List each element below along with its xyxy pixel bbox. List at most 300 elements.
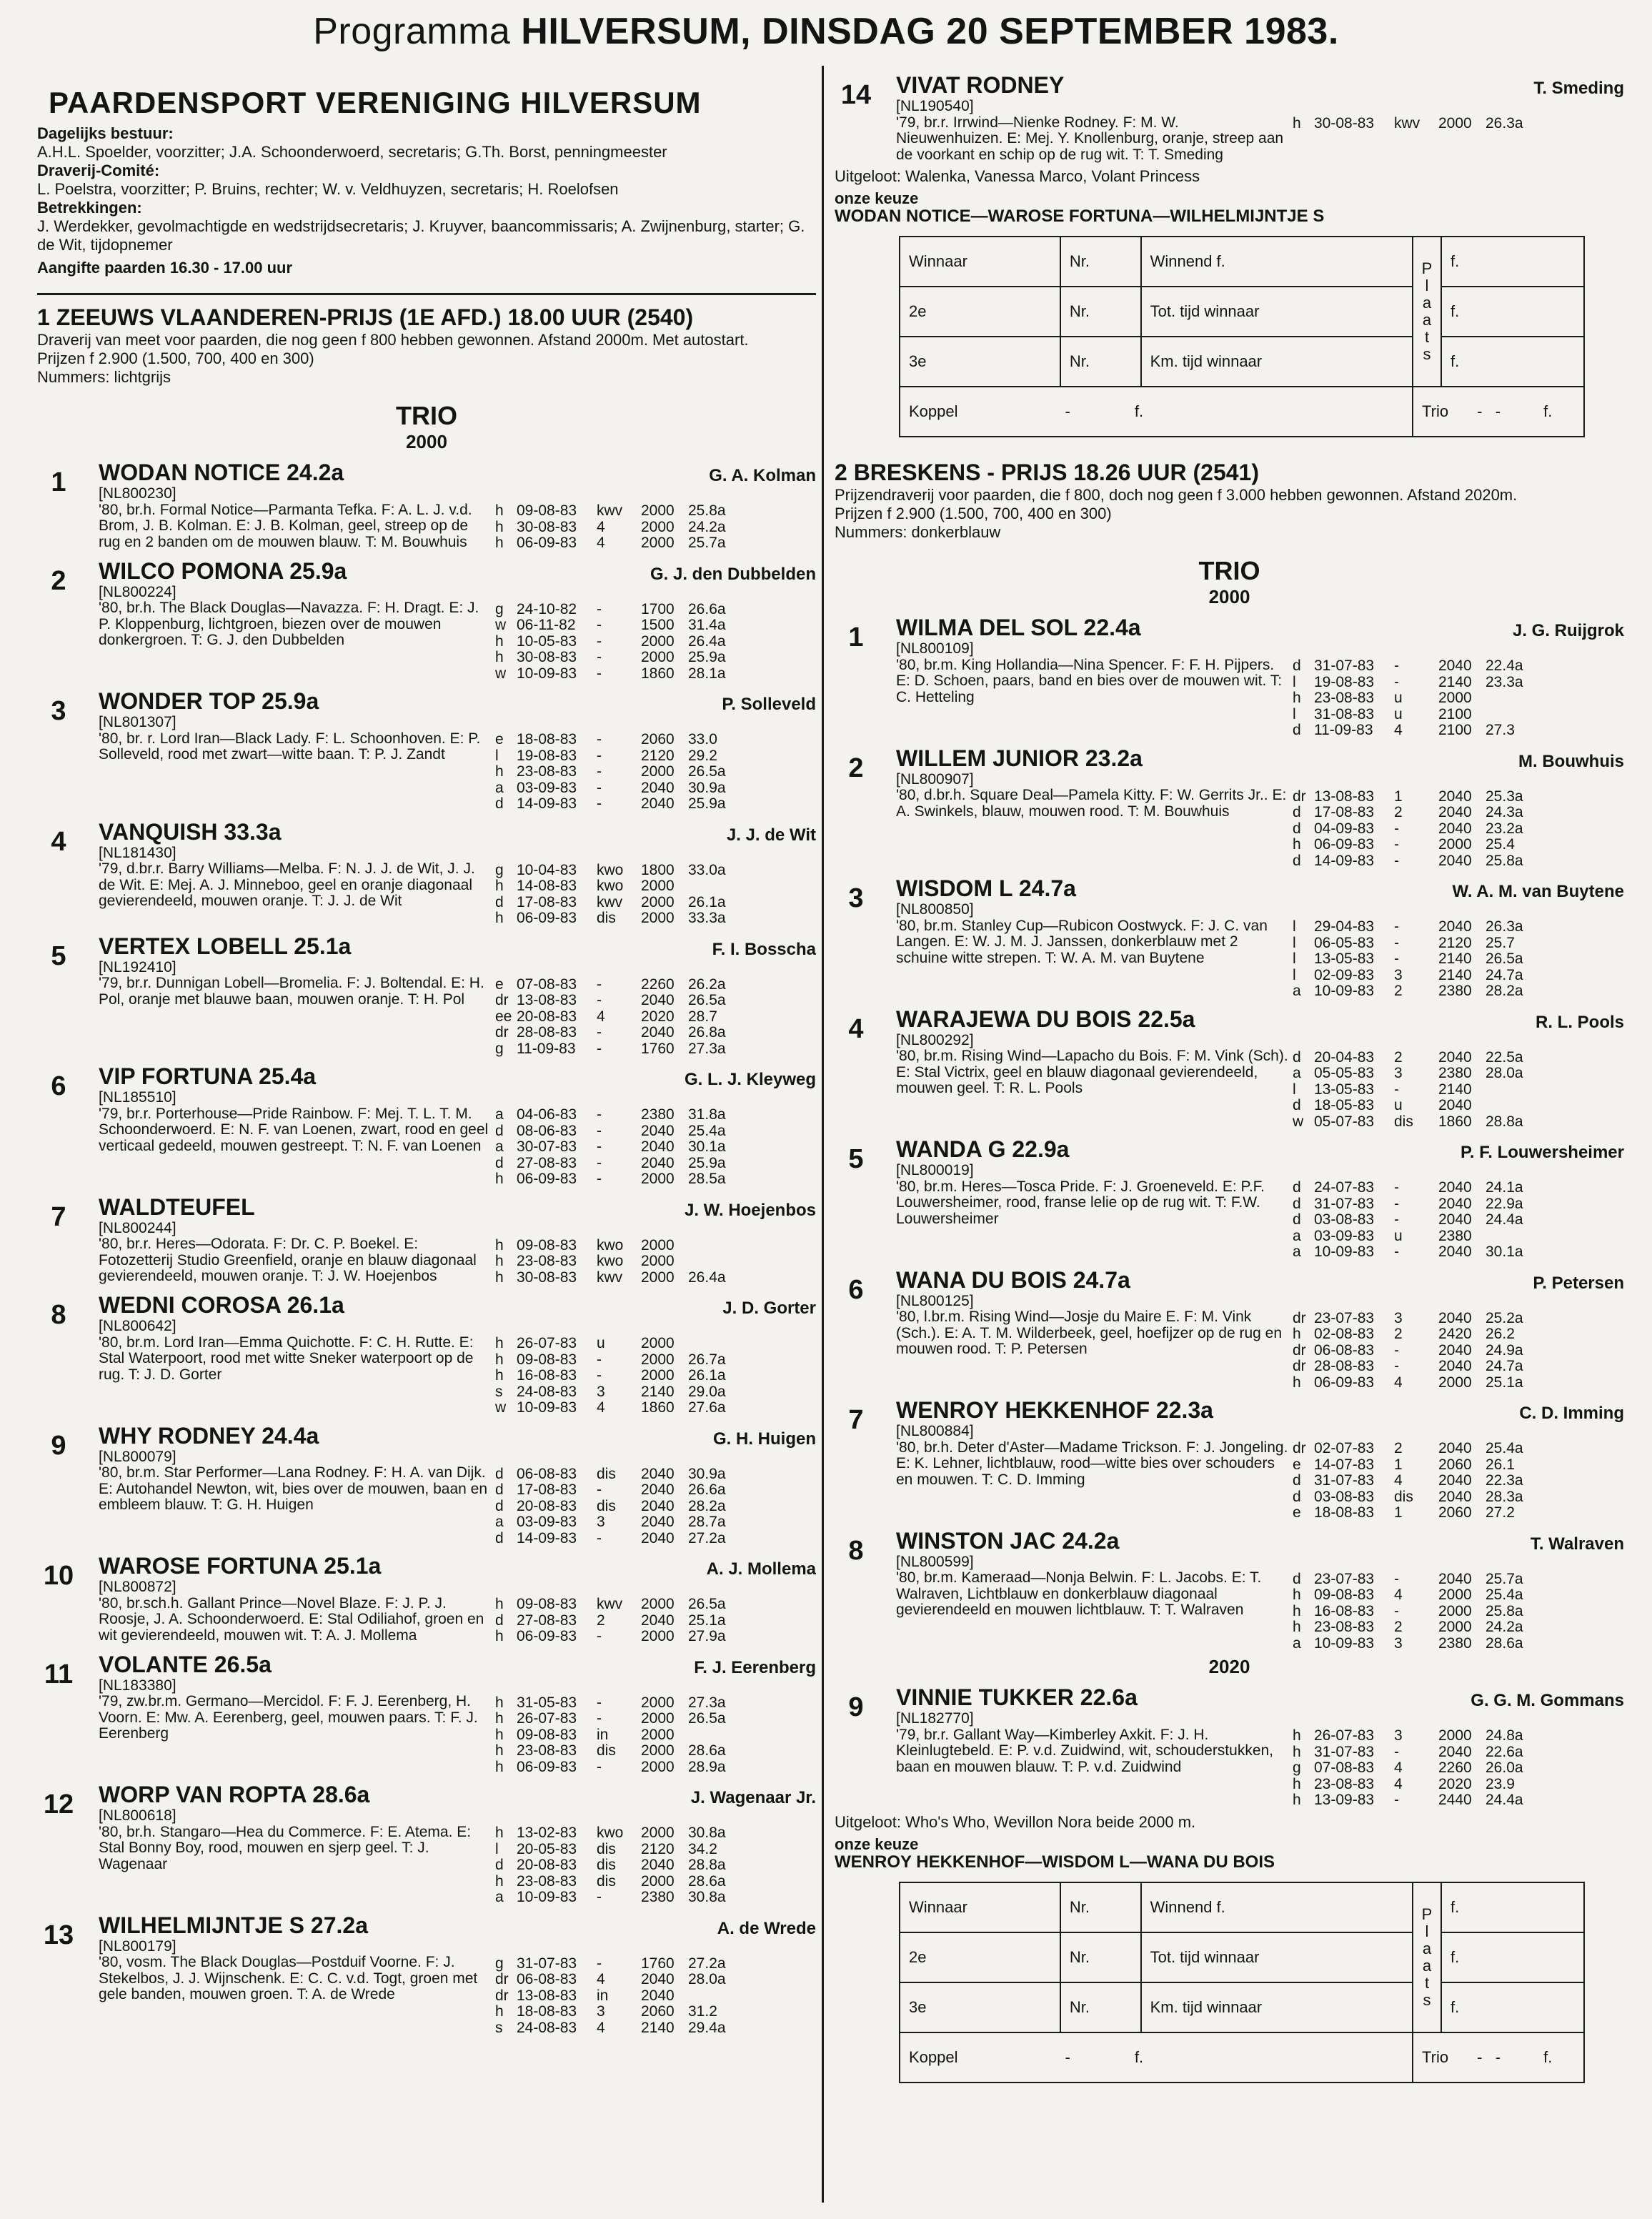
form-cell: - xyxy=(597,1758,602,1775)
form-cell: d xyxy=(495,1497,504,1514)
form-row xyxy=(495,520,816,536)
form-cell: 2000 xyxy=(641,1742,675,1759)
entry-body xyxy=(99,1808,816,1906)
form-cell: - xyxy=(1394,1602,1399,1619)
form-cell: 2100 xyxy=(1438,722,1472,738)
form-cell: h xyxy=(495,1758,504,1775)
race1-numbers: Nummers: lichtgrijs xyxy=(37,368,171,386)
entry-number: 7 xyxy=(848,1405,864,1435)
form-cell: d xyxy=(495,1612,504,1629)
form-cell: 13-08-83 xyxy=(1314,788,1375,805)
trainer-name: P. Petersen xyxy=(1533,1273,1624,1293)
form-cell: 10-09-83 xyxy=(517,665,577,682)
form-row xyxy=(495,1482,816,1499)
form-cell: 33.3a xyxy=(688,910,726,926)
form-row xyxy=(1293,1050,1624,1066)
form-cell: h xyxy=(495,535,504,551)
form-row xyxy=(495,977,816,993)
form-cell: h xyxy=(1293,1326,1301,1342)
form-row xyxy=(495,1009,816,1026)
horse-details: '80, br.m. Kameraad—Nonja Belwin. F: L. Jacobs. E: T. Walraven, Lichtblauw en donkerblauw diagonaal gevierendeeld en mouwen lichtblauw. T: T. Walraven xyxy=(896,1569,1262,1618)
form-row xyxy=(495,1171,816,1188)
form-cell: 2000 xyxy=(641,1872,675,1890)
form-row xyxy=(1293,723,1624,739)
form-cell: 28.2a xyxy=(1486,983,1523,999)
form-cell: h xyxy=(495,649,504,665)
form-cell: 26.3a xyxy=(1486,115,1523,131)
entry-body xyxy=(896,1424,1624,1521)
entry-description xyxy=(896,1711,1293,1809)
entry-description xyxy=(99,1939,495,2037)
bet-cell: Winnaar xyxy=(900,1882,1060,1932)
plaats-cell xyxy=(1413,237,1441,387)
form-row xyxy=(1293,935,1624,952)
form-cell: kwo xyxy=(597,878,624,894)
entry-body xyxy=(99,1449,816,1547)
form-cell: 13-05-83 xyxy=(1314,1081,1375,1098)
form-row xyxy=(495,1270,816,1286)
form-cell: 26.0a xyxy=(1486,1759,1523,1776)
form-cell: 2 xyxy=(1394,1048,1403,1066)
form-cell: 23-07-83 xyxy=(1314,1570,1375,1587)
race2-prizes: Prijzen f 2.900 (1.500, 700, 400 en 300) xyxy=(835,505,1112,522)
race2-title: 2 BRESKENS - PRIJS 18.26 UUR (2541) xyxy=(835,460,1259,485)
form-cell: - xyxy=(597,632,602,650)
entry-body xyxy=(896,902,1624,1000)
form-cell: 11-09-83 xyxy=(517,1040,576,1057)
entry-head xyxy=(99,1291,816,1319)
committee-label: Draverij-Comité: xyxy=(37,162,160,179)
form-cell: h xyxy=(495,518,504,535)
form-cell: h xyxy=(495,1335,504,1351)
form-cell: 2040 xyxy=(641,1138,675,1155)
form-cell: 09-08-83 xyxy=(517,1351,577,1368)
form-cell: 22.5a xyxy=(1486,1048,1523,1066)
form-row xyxy=(495,1352,816,1369)
form-cell: 28.5a xyxy=(688,1171,726,1187)
form-cell: 2040 xyxy=(641,1497,675,1514)
form-cell: 2000 xyxy=(1438,836,1472,853)
form-cell: 26.6a xyxy=(688,1481,726,1498)
horse-details: '80, br.m. Heres—Tosca Pride. F: J. Groeneveld. E: P.F. Louwersheimer, rood, franse lelie op de rug wit. T: F.W. Louwersheimer xyxy=(896,1178,1265,1227)
form-row xyxy=(495,1711,816,1727)
form-cell: 31-07-83 xyxy=(1314,1743,1375,1760)
bet-row xyxy=(900,1932,1584,1982)
form-cell: 28.6a xyxy=(1486,1634,1523,1652)
form-cell xyxy=(1486,1098,1528,1114)
koppel-dash: - xyxy=(1065,2047,1070,2066)
entry-number: 2 xyxy=(848,753,864,783)
entry-head xyxy=(99,1193,816,1221)
horse-details: '80, br. r. Lord Iran—Black Lady. F: L. Schoonhoven. E: P. Solleveld, rood met zwart—witte baan. T: P. J. Zandt xyxy=(99,730,481,763)
form-cell: h xyxy=(495,1351,504,1368)
form-cell: a xyxy=(495,1889,504,1905)
form-cell: d xyxy=(1293,852,1301,869)
form-row xyxy=(1293,1326,1624,1343)
form-cell: 27.3 xyxy=(1486,722,1515,738)
form-cell: 2040 xyxy=(641,795,675,812)
form-cell: 13-08-83 xyxy=(517,992,577,1008)
form-lines xyxy=(1293,902,1624,1000)
form-cell: 2040 xyxy=(1438,1309,1472,1326)
form-row xyxy=(1293,919,1624,935)
form-cell: h xyxy=(1293,1619,1301,1635)
bet-amount: f. xyxy=(1441,287,1584,337)
koppel-label: Koppel xyxy=(909,402,958,420)
form-cell: 2000 xyxy=(641,1351,675,1368)
form-cell: 31.2 xyxy=(688,2003,717,2020)
horse-name: WILCO POMONA 25.9a xyxy=(99,557,347,584)
form-cell: 22.9a xyxy=(1486,1195,1523,1212)
form-row xyxy=(1293,837,1624,853)
entry-head xyxy=(896,1006,1624,1033)
form-cell: 29.0a xyxy=(688,1383,726,1400)
form-cell: 24.3a xyxy=(1486,804,1523,820)
entry xyxy=(37,459,816,552)
form-cell: 2000 xyxy=(641,910,675,926)
form-cell: 25.2a xyxy=(1486,1309,1523,1326)
form-cell: g xyxy=(1293,1759,1301,1776)
form-cell: 2040 xyxy=(641,1987,675,2004)
form-cell: 2 xyxy=(597,1612,605,1629)
form-row xyxy=(1293,1473,1624,1489)
form-cell: h xyxy=(1293,1792,1301,1808)
form-cell: d xyxy=(1293,804,1301,820)
form-cell: 2040 xyxy=(1438,1211,1472,1228)
form-cell: 10-09-83 xyxy=(517,1399,577,1416)
form-cell: d xyxy=(1293,1472,1301,1489)
form-row xyxy=(1293,1066,1624,1082)
form-cell: - xyxy=(597,1367,602,1384)
form-cell: 2380 xyxy=(1438,983,1472,999)
form-cell: dis xyxy=(1394,1113,1413,1130)
entry-description xyxy=(99,960,495,1058)
entry xyxy=(37,1193,816,1286)
form-cell: 28.7a xyxy=(688,1514,726,1530)
form-cell: 2000 xyxy=(1438,1374,1472,1391)
bet-cell: Tot. tijd winnaar xyxy=(1141,287,1413,337)
entry-description xyxy=(896,99,1293,163)
form-row xyxy=(1293,1228,1624,1245)
form-cell: - xyxy=(597,1351,602,1368)
form-row xyxy=(1293,707,1624,723)
form-cell: 20-08-83 xyxy=(517,1857,577,1873)
form-cell: h xyxy=(495,632,504,650)
plaats-letter: s xyxy=(1423,345,1431,363)
form-cell: kwo xyxy=(597,861,624,878)
form-cell: d xyxy=(1293,820,1301,837)
form-lines xyxy=(1293,1033,1624,1131)
koppel-f: f. xyxy=(1134,2047,1144,2066)
entry-head xyxy=(896,1527,1624,1554)
form-cell: e xyxy=(1293,1504,1301,1521)
form-cell: 1700 xyxy=(641,600,675,617)
bet-cell: 2e xyxy=(900,1932,1060,1982)
trainer-name: P. F. Louwersheimer xyxy=(1461,1143,1624,1162)
form-cell: 31-08-83 xyxy=(1314,705,1375,723)
form-cell: - xyxy=(597,1154,602,1171)
form-cell: g xyxy=(495,1040,504,1057)
entry-body xyxy=(99,1090,816,1188)
plaats-letter: l xyxy=(1425,1922,1429,1940)
horse-name: VOLANTE 26.5a xyxy=(99,1651,272,1677)
form-cell: - xyxy=(1394,1179,1399,1196)
form-cell: 10-09-83 xyxy=(1314,983,1375,999)
form-cell: 14-07-83 xyxy=(1314,1456,1375,1473)
form-cell: 30-08-83 xyxy=(517,649,577,665)
form-lines xyxy=(495,715,816,813)
bet-cell: Nr. xyxy=(1060,337,1141,387)
form-cell: - xyxy=(597,1481,602,1498)
form-lines xyxy=(495,1221,816,1286)
form-cell: - xyxy=(597,1889,602,1905)
bet-cell: Nr. xyxy=(1060,1932,1141,1982)
form-cell: 1860 xyxy=(641,665,675,682)
form-cell: 20-08-83 xyxy=(517,1008,577,1025)
form-cell: - xyxy=(1394,918,1399,935)
form-row xyxy=(1293,116,1624,132)
form-cell: 28.8a xyxy=(1486,1113,1523,1130)
plaats-letter: s xyxy=(1423,1990,1431,2009)
horse-id: [NL800109] xyxy=(896,640,974,657)
form-cell: 31.8a xyxy=(688,1106,726,1123)
form-cell: d xyxy=(495,1481,504,1498)
form-cell: h xyxy=(495,1628,504,1644)
form-row xyxy=(495,895,816,911)
form-row xyxy=(1293,1180,1624,1196)
entry-head xyxy=(896,71,1624,99)
form-cell: l xyxy=(495,747,499,764)
form-lines xyxy=(495,960,816,1058)
form-cell: 28.6a xyxy=(688,1872,726,1890)
form-cell: - xyxy=(597,1138,602,1155)
form-cell: 07-08-83 xyxy=(517,976,577,993)
committee-label: Betrekkingen: xyxy=(37,199,142,217)
bet-row-koppel xyxy=(900,387,1584,437)
horse-details: '80, br.h. The Black Douglas—Navazza. F: H. Dragt. E: J. P. Kloppenburg, lichtgroen, biezen over de mouwen donkergroen. T: G. J. den Dubbelden xyxy=(99,600,479,648)
entry-number: 12 xyxy=(43,1789,74,1820)
committee-label: Dagelijks bestuur: xyxy=(37,124,174,142)
horse-id: [NL800244] xyxy=(99,1219,176,1236)
plaats-letter: l xyxy=(1425,277,1429,294)
entry-description xyxy=(896,1424,1293,1521)
form-cell: 4 xyxy=(1394,722,1403,738)
form-cell: 30.1a xyxy=(688,1138,726,1155)
form-cell: kwo xyxy=(597,1253,624,1269)
form-cell: 2000 xyxy=(1438,115,1472,131)
form-cell: 2040 xyxy=(641,1481,675,1498)
entry-number: 6 xyxy=(51,1071,66,1101)
horse-id: [NL190540] xyxy=(896,98,974,114)
horse-name: WEDNI COROSA 26.1a xyxy=(99,1292,344,1318)
form-cell: 18-08-83 xyxy=(517,2003,577,2020)
form-cell: d xyxy=(1293,1570,1301,1587)
entry-head xyxy=(99,1063,816,1090)
bet-row xyxy=(900,337,1584,387)
form-cell: d xyxy=(1293,1195,1301,1212)
entry xyxy=(835,71,1624,163)
trainer-name: T. Smeding xyxy=(1533,79,1624,98)
form-cell: 2000 xyxy=(641,893,675,910)
form-cell: 2000 xyxy=(641,1596,675,1612)
entry-head xyxy=(99,459,816,486)
form-row xyxy=(1293,1505,1624,1521)
form-cell: 28-08-83 xyxy=(1314,1358,1375,1374)
form-cell: l xyxy=(1293,918,1296,935)
horse-id: [NL800642] xyxy=(99,1318,176,1334)
form-cell: 33.0a xyxy=(688,861,726,878)
form-cell: - xyxy=(597,1694,602,1711)
form-cell: 28.0a xyxy=(688,1971,726,1987)
form-cell: 2040 xyxy=(1438,918,1472,935)
form-cell: dr xyxy=(1293,788,1306,805)
form-cell: - xyxy=(1394,1792,1399,1808)
form-cell: d xyxy=(495,893,504,910)
form-cell: 34.2 xyxy=(688,1840,717,1857)
race2-numbers: Nummers: donkerblauw xyxy=(835,523,1001,541)
form-cell: 2000 xyxy=(641,1758,675,1775)
form-cell: 4 xyxy=(597,1971,605,1987)
race1-title: 1 ZEEUWS VLAANDEREN-PRIJS (1E AFD.) 18.00 UUR (2540) xyxy=(37,304,694,330)
form-cell xyxy=(688,1336,731,1352)
entry-number: 10 xyxy=(43,1561,74,1591)
entry-number: 14 xyxy=(840,80,872,110)
form-cell: 06-09-83 xyxy=(517,910,577,926)
form-cell: 25.4 xyxy=(1486,836,1515,853)
form-cell: 2000 xyxy=(1438,1727,1472,1744)
form-cell: 13-08-83 xyxy=(517,1987,577,2004)
form-cell: h xyxy=(495,1253,504,1269)
plaats-letter: P xyxy=(1421,259,1433,277)
form-cell: 27.2 xyxy=(1486,1504,1515,1521)
bet-cell: Winnaar xyxy=(900,237,1060,287)
form-row xyxy=(1293,968,1624,984)
entry-description xyxy=(896,1294,1293,1391)
form-cell: 2040 xyxy=(641,1122,675,1139)
entry-body xyxy=(99,1678,816,1776)
form-cell: - xyxy=(597,1122,602,1139)
form-row xyxy=(1293,1359,1624,1375)
form-cell: 2000 xyxy=(1438,690,1472,706)
trio-label: Trio xyxy=(1422,2047,1449,2066)
form-cell: a xyxy=(495,779,504,796)
form-cell: 24.8a xyxy=(1486,1727,1523,1744)
form-cell: d xyxy=(1293,1048,1301,1066)
form-cell: 2380 xyxy=(1438,1634,1472,1652)
horse-details: '79, d.br.r. Barry Williams—Melba. F: N. J. J. de Wit, J. J. de Wit. E: Mej. A. J. Minneboo, geel en oranje diagonaal gevierendeeld, mouwen oranje. T: J. J. de Wit xyxy=(99,860,475,909)
form-cell: 25.1a xyxy=(688,1612,726,1629)
form-cell: 30.9a xyxy=(688,779,726,796)
entry xyxy=(835,745,1624,870)
form-row xyxy=(495,732,816,748)
committee-text: L. Poelstra, voorzitter; P. Bruins, rechter; W. v. Veldhuyzen, secretaris; H. Roelofsen xyxy=(37,180,619,198)
form-cell: a xyxy=(495,1106,504,1123)
form-cell: h xyxy=(1293,1374,1301,1391)
form-cell: 29.4a xyxy=(688,2019,726,2036)
form-lines xyxy=(495,845,816,927)
bet-cell: 3e xyxy=(900,1982,1060,2032)
form-cell: 27.3a xyxy=(688,1040,726,1057)
trio-f: f. xyxy=(1543,2047,1553,2066)
form-cell: 04-09-83 xyxy=(1314,820,1375,837)
form-cell: 3 xyxy=(597,1383,605,1400)
form-cell: d xyxy=(1293,1179,1301,1196)
race1-keuze-label: onze keuze xyxy=(835,189,919,207)
entry-number: 8 xyxy=(51,1300,66,1330)
form-lines xyxy=(495,1579,816,1645)
form-cell: h xyxy=(495,1269,504,1286)
form-row xyxy=(495,1857,816,1874)
koppel-f: f. xyxy=(1134,402,1144,420)
entry-description xyxy=(896,1033,1293,1131)
form-cell: 25.4a xyxy=(1486,1440,1523,1456)
entry-description xyxy=(99,715,495,813)
form-cell: 2 xyxy=(1394,1619,1403,1635)
form-cell: 09-08-83 xyxy=(1314,1587,1375,1603)
bet-amount: f. xyxy=(1441,1932,1584,1982)
horse-id: [NL800850] xyxy=(896,901,974,918)
form-row xyxy=(1293,1375,1624,1391)
form-cell: 2040 xyxy=(1438,1243,1472,1260)
koppel-dash: - xyxy=(1065,402,1070,420)
form-cell: - xyxy=(597,763,602,780)
entry-description xyxy=(99,1579,495,1645)
form-cell: 31-07-83 xyxy=(517,1955,577,1972)
form-cell: - xyxy=(597,779,602,796)
form-row xyxy=(495,1890,816,1906)
form-cell: h xyxy=(495,910,504,926)
form-cell: dis xyxy=(1394,1488,1413,1505)
plaats-letter: t xyxy=(1424,1973,1430,1992)
horse-details: '80, d.br.h. Square Deal—Pamela Kitty. F: W. Gerrits Jr.. E: A. Swinkels, blauw, mouwen rood. T: M. Bouwhuis xyxy=(896,787,1287,820)
form-cell: ee xyxy=(495,1008,512,1025)
trio-label: Trio xyxy=(1422,402,1449,420)
form-cell: 2040 xyxy=(641,1857,675,1873)
form-cell: 2060 xyxy=(641,731,675,748)
race2-distance: 2000 xyxy=(1208,586,1250,607)
trainer-name: A. de Wrede xyxy=(717,1918,816,1938)
horse-name: VINNIE TUKKER 22.6a xyxy=(896,1684,1138,1710)
form-cell: 4 xyxy=(597,2019,605,2036)
horse-id: [NL800230] xyxy=(99,485,176,502)
form-cell: 3 xyxy=(597,1514,605,1530)
entry xyxy=(835,875,1624,1000)
form-cell: 02-08-83 xyxy=(1314,1326,1375,1342)
form-cell: 09-08-83 xyxy=(517,1596,577,1612)
form-cell: h xyxy=(1293,1727,1301,1744)
form-cell: dr xyxy=(1293,1358,1306,1374)
form-cell: 30-08-83 xyxy=(517,1269,577,1286)
form-cell: 2420 xyxy=(1438,1326,1472,1342)
committees xyxy=(37,124,816,254)
form-cell: 2000 xyxy=(641,1171,675,1187)
plaats-letter: P xyxy=(1421,1905,1433,1923)
form-cell: dr xyxy=(1293,1309,1306,1326)
form-cell: 25.8a xyxy=(688,502,726,519)
form-cell: 2040 xyxy=(1438,788,1472,805)
form-cell: 24.2a xyxy=(688,518,726,535)
form-row xyxy=(1293,1572,1624,1588)
horse-details: '80, br.sch.h. Gallant Prince—Novel Blaze. F: J. P. J. Roosje, J. A. Schoonderwoerd. E: Stal Odiliahof, groen en wit gevierendeeld, mouwen wit. T: A. J. Mollema xyxy=(99,1594,484,1644)
form-row xyxy=(495,1025,816,1041)
form-cell: 25.8a xyxy=(1486,852,1523,869)
form-row xyxy=(495,634,816,650)
column-divider xyxy=(822,66,824,2203)
form-cell: dr xyxy=(495,1024,509,1041)
bet-cell: 2e xyxy=(900,287,1060,337)
form-cell: 26.2 xyxy=(1486,1326,1515,1342)
entry-number: 3 xyxy=(848,883,864,913)
